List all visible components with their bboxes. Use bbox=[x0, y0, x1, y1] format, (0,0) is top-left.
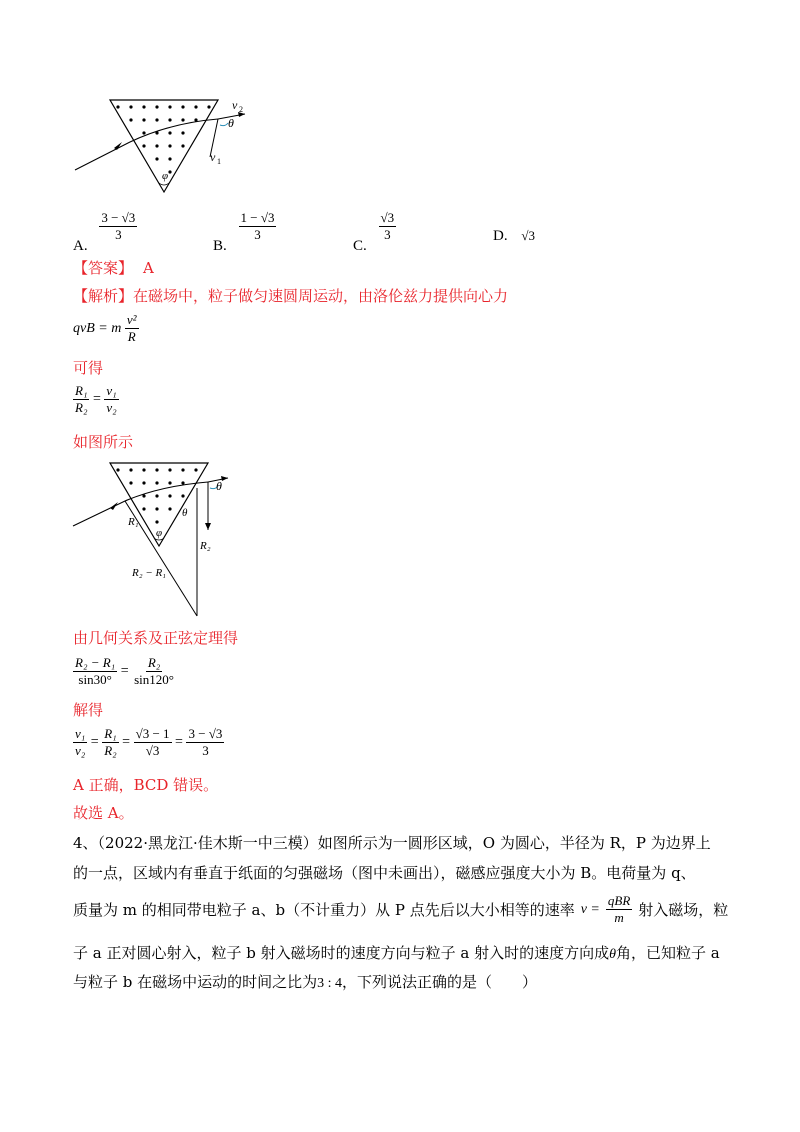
question4-line1: 4、（2022·黑龙江·佳木斯一中三模）如图所示为一圆形区域，O 为圆心，半径为 R，P 为边界上 bbox=[73, 834, 711, 852]
svg-text:φ: φ bbox=[156, 527, 163, 539]
question4-line3: 质量为 m 的相同带电粒子 a、b（不计重力）从 P 点先后以大小相等的速率 v = $\frac{\text{qBR}}{m}$ 射入磁场，粒 bbox=[73, 893, 729, 925]
equation-sine-law: $\frac{\text{R₂ − R₁}}{\sin 30^\circ}$ = $\frac{\text{R₂}}{\sin 120^\circ}$ bbox=[75, 655, 174, 687]
step-geometry: 由几何关系及正弦定理得 bbox=[73, 629, 239, 647]
label-R1: R₁ bbox=[128, 516, 139, 528]
svg-text:1: 1 bbox=[217, 157, 221, 166]
answer-line: 【答案】 A bbox=[73, 259, 154, 277]
label-phi: φ bbox=[162, 170, 169, 182]
label-theta: θ bbox=[228, 116, 234, 130]
equation-ratio: $\frac{\text{R₁}}{\text{R₂}}$ = $\frac{\text{v₁}}{\text{v₂}}$ bbox=[75, 383, 117, 415]
option-b: B. $\frac{1 - √3}{3}$ bbox=[213, 210, 275, 254]
question4-line4: 子 a 正对圆心射入，粒子 b 射入磁场时的速度方向与粒子 a 射入时的速度方向成θ角，已知粒子 a bbox=[73, 944, 720, 962]
step-jiede: 解得 bbox=[73, 701, 104, 719]
equation-lorentz: qvB = m $\frac{\text{v²}}{R}$ bbox=[73, 312, 137, 344]
svg-text:θ: θ bbox=[216, 479, 222, 493]
equation-result: $\frac{\text{v₁}}{\text{v₂}}$ = $\frac{\text{R₁}}{\text{R₂}}$ = $\frac{√3 - 1}{√3}$ = $\frac{3 - √3}{3}$ bbox=[75, 726, 223, 758]
step-kede: 可得 bbox=[73, 359, 104, 377]
analysis-line: 【解析】在磁场中，粒子做匀速圆周运动，由洛伦兹力提供向心力 bbox=[73, 287, 509, 305]
field-dots bbox=[116, 105, 210, 173]
label-R2: R₂ bbox=[200, 540, 211, 552]
question4-line5: 与粒子 b 在磁场中运动的时间之比为3 : 4，下列说法正确的是（ ） bbox=[73, 973, 538, 991]
option-a: A. $\frac{3 - √3}{3}$ bbox=[73, 210, 136, 254]
svg-text:2: 2 bbox=[239, 105, 243, 114]
conclusion: A 正确，BCD 错误。 bbox=[73, 776, 219, 794]
option-d: D. √3 bbox=[493, 228, 535, 244]
label-v2: v bbox=[232, 98, 238, 112]
question4-line2: 的一点，区域内有垂直于纸面的匀强磁场（图中未画出），磁感应强度大小为 B。电荷量为 q、 bbox=[73, 864, 696, 882]
svg-text:θ: θ bbox=[182, 507, 188, 519]
label-R2-R1: R₂ − R₁ bbox=[132, 567, 167, 579]
figure-2-diagram bbox=[70, 458, 240, 620]
label-v1: v bbox=[210, 150, 216, 164]
option-c: C. $\frac{√3}{3}$ bbox=[353, 210, 395, 254]
figure-1-diagram bbox=[70, 95, 250, 200]
final-choice: 故选 A。 bbox=[73, 804, 134, 822]
step-rutu: 如图所示 bbox=[73, 433, 134, 451]
